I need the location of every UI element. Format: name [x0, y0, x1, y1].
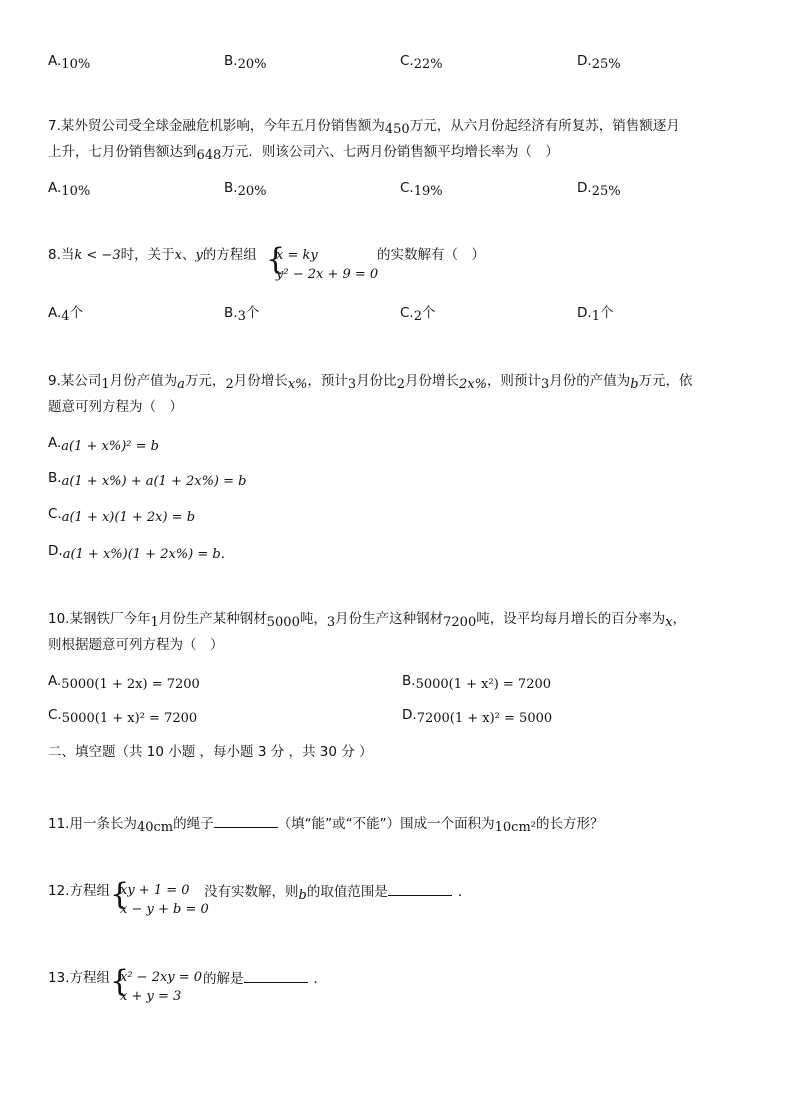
q12-stem-end: 没有实数解，则b的取值范围是 ．	[204, 884, 472, 903]
q13-stem-end: 的解是 ．	[203, 971, 327, 987]
q8-stem: 8.当k < −3时，关于x、y的方程组	[48, 247, 257, 263]
q10-option-d: D.7200(1 + x)² = 5000	[402, 707, 553, 726]
q9-option-b: B.a(1 + x%) + a(1 + 2x%) = b	[48, 470, 247, 489]
q7-option-d: D.25%	[577, 180, 621, 199]
q13-brace: {	[110, 964, 130, 999]
q11-stem: 11.用一条长为40cm的绳子 （填“能”或“不能”）围成一个面积为10cm²的长方形？	[48, 816, 604, 835]
q13-answer-blank[interactable]	[244, 969, 308, 983]
q12-equation-system	[110, 877, 210, 921]
q12-answer-blank[interactable]	[388, 882, 452, 896]
q10-option-b: B.5000(1 + x²) = 7200	[402, 673, 552, 692]
q12-equation-1: xy + 1 = 0	[120, 883, 190, 898]
q7-stem-line1: 7.某外贸公司受全球金融危机影响，今年五月份销售额为450万元，从六月份起经济有所复苏，销售额逐月	[48, 118, 680, 137]
q13-equation-system	[110, 964, 210, 1008]
q6-option-d: D.25%	[577, 53, 621, 72]
q8-brace: {	[266, 242, 286, 277]
q9-option-d: D.a(1 + x%)(1 + 2x%) = b．	[48, 543, 235, 562]
q8-equation-system	[266, 242, 386, 286]
q9-option-a: A.a(1 + x%)² = b	[48, 435, 159, 454]
q7-option-b: B.20%	[224, 180, 267, 199]
q7-option-a: A.10%	[48, 180, 91, 199]
q8-option-c: C.2个	[400, 305, 436, 324]
q7-option-c: C.19%	[400, 180, 443, 199]
q12-stem-start: 12.方程组	[48, 883, 110, 899]
q8-option-a: A.4个	[48, 305, 84, 324]
q13-equation-2: x + y = 3	[120, 989, 182, 1004]
q9-stem-line1: 9.某公司1月份产值为a万元，2月份增长x%，预计3月份比2月份增长2x%，则预计3月份的产值为b万元，依	[48, 373, 693, 392]
q8-equation-1: x = ky	[276, 248, 318, 263]
q12-brace: {	[110, 877, 130, 912]
q8-stem-end: 的实数解有（ ）	[377, 247, 485, 263]
section-heading-fill-in: 二、填空题（共 10 小题 ，每小题 3 分 ，共 30 分 ）	[48, 744, 373, 760]
q9-option-c: C.a(1 + x)(1 + 2x) = b	[48, 506, 196, 525]
q7-stem-line2: 上升，七月份销售额达到648万元．则该公司六、七两月份销售额平均增长率为（ ）	[48, 144, 559, 163]
q6-option-b: B.20%	[224, 53, 267, 72]
q8-option-b: B.3个	[224, 305, 260, 324]
q6-option-a: A.10%	[48, 53, 91, 72]
q10-stem-line1: 10.某钢铁厂今年1月份生产某种钢材5000吨，3月份生产这种钢材7200吨，设平均每月增长的百分率为x，	[48, 611, 687, 630]
q10-option-c: C.5000(1 + x)² = 7200	[48, 707, 198, 726]
q10-stem-line2: 则根据题意可列方程为（ ）	[48, 637, 224, 653]
q11-answer-blank[interactable]	[214, 814, 278, 828]
q8-option-d: D.1个	[577, 305, 614, 324]
q9-stem-line2: 题意可列方程为（ ）	[48, 399, 183, 415]
q10-option-a: A.5000(1 + 2x) = 7200	[48, 673, 200, 692]
q6-option-c: C.22%	[400, 53, 443, 72]
q8-equation-2: y² − 2x + 9 = 0	[276, 267, 379, 282]
q12-equation-2: x − y + b = 0	[120, 902, 209, 917]
q13-stem-start: 13.方程组	[48, 970, 110, 986]
q13-equation-1: x² − 2xy = 0	[120, 970, 203, 985]
